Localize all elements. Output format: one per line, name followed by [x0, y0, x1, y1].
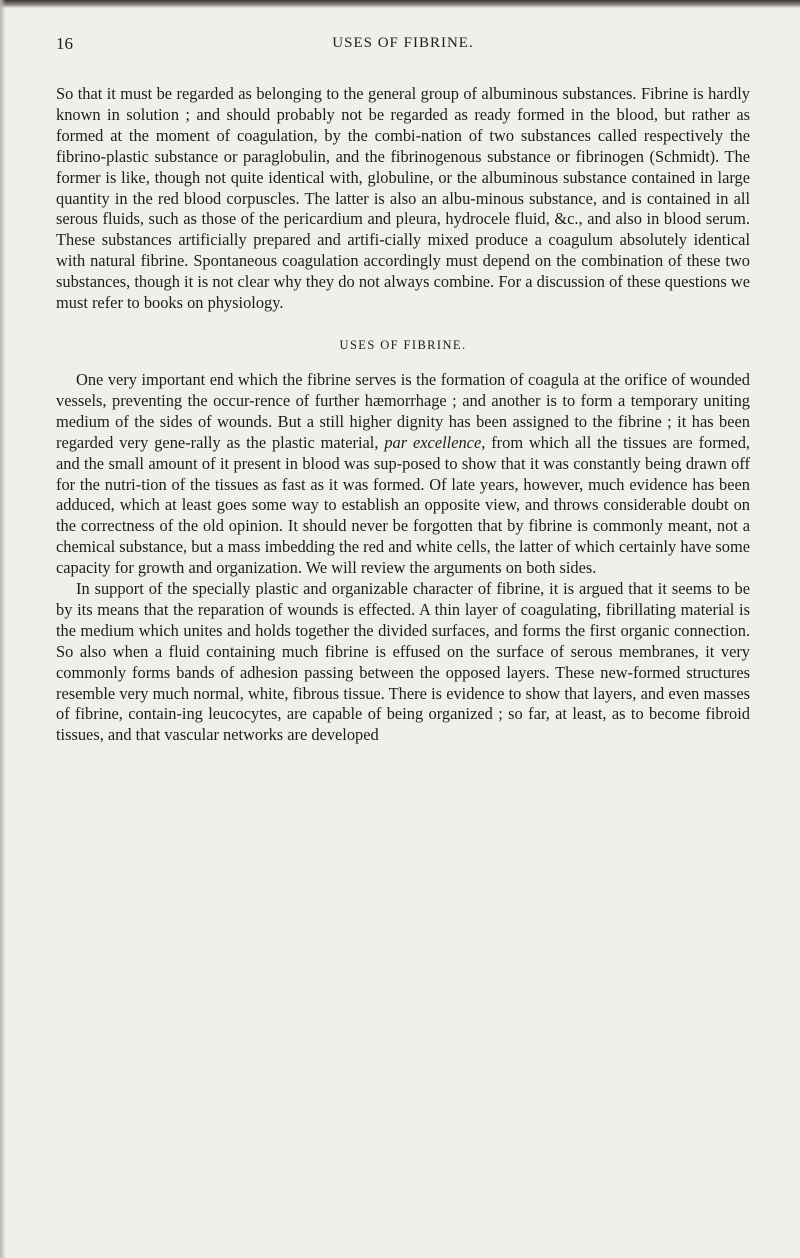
running-title: USES OF FIBRINE. — [332, 35, 474, 51]
running-head — [56, 30, 750, 56]
scan-shadow-left — [0, 0, 6, 1258]
scan-shadow-top — [0, 0, 800, 8]
intro-paragraph: So that it must be regarded as belonging to the general group of albuminous substances. Fibrine is hardly known in solution ; and should probably not be regarded as ready formed in the blood, but rather as formed at the moment of coagulation, by the combi-nation of two substances called respectively the fibrino-plastic substance or paraglobulin, and the fibrinogenous substance or fibrinogen (Schmidt). The former is like, though not quite identical with, globuline, or the albuminous substance contained in large quantity in the red blood corpuscles. The latter is also an albu-minous substance, and is contained in all serous fluids, such as those of the pericardium and pleura, hydrocele fluid, &c., and also in blood serum. These substances artificially prepared and artifi-cially mixed produce a coagulum absolutely identical with natural fibrine. Spontaneous coagulation accordingly must depend on the combination of these two substances, though it is not clear why they do not always combine. For a discussion of these questions we must refer to books on physiology. — [56, 84, 750, 313]
italic-phrase: par excellence, — [384, 432, 486, 452]
paragraph-1-text-end: from which all the tissues are formed, and the small amount of it present in blood was sup-posed to show that it was constantly being drawn off for the nutri-tion of the tissues as fast as it was formed. Of late years, however, much evidence has been adduced, which at least goes some way to establish an opposite view, and throws considerable doubt on the correctness of the old opinion. It should never be forgotten that by fibrine is commonly meant, not a chemical substance, but a mass imbedding the red and white cells, the latter of which certainly have some capacity for growth and organization. We will review the arguments on both sides. — [56, 432, 750, 578]
section-heading: USES OF FIBRINE. — [339, 337, 467, 352]
section-paragraph-2: In support of the specially plastic and organizable character of fibrine, it is argued that it seems to be by its means that the reparation of wounds is effected. A thin layer of coagulating, fibrillating material is the medium which unites and holds together the divided surfaces, and forms the first organic connection. So also when a fluid containing much fibrine is effused on the surface of serous membranes, it very commonly forms bands of adhesion passing between the opposed layers. These new-formed structures resemble very much normal, white, fibrous tissue. There is evidence to show that layers, and even masses of fibrine, contain-ing leucocytes, are capable of being organized ; so far, at least, as to become fibroid tissues, and that vascular networks are developed — [56, 579, 750, 745]
page-number: 16 — [56, 34, 73, 53]
section-paragraph-1 — [56, 370, 750, 579]
paragraph-1-text-start: One very important end which the fibrine serves is the formation of coagula at the orifice of wounded vessels, preventing the occur-rence of further hæmorrhage ; and another is to form a temporary uniting medium of the sides of wounds. But a still higher dignity has been assigned to the fibrine ; it has been regarded very gene-rally as the plastic material, — [56, 369, 750, 452]
book-page — [56, 30, 750, 746]
